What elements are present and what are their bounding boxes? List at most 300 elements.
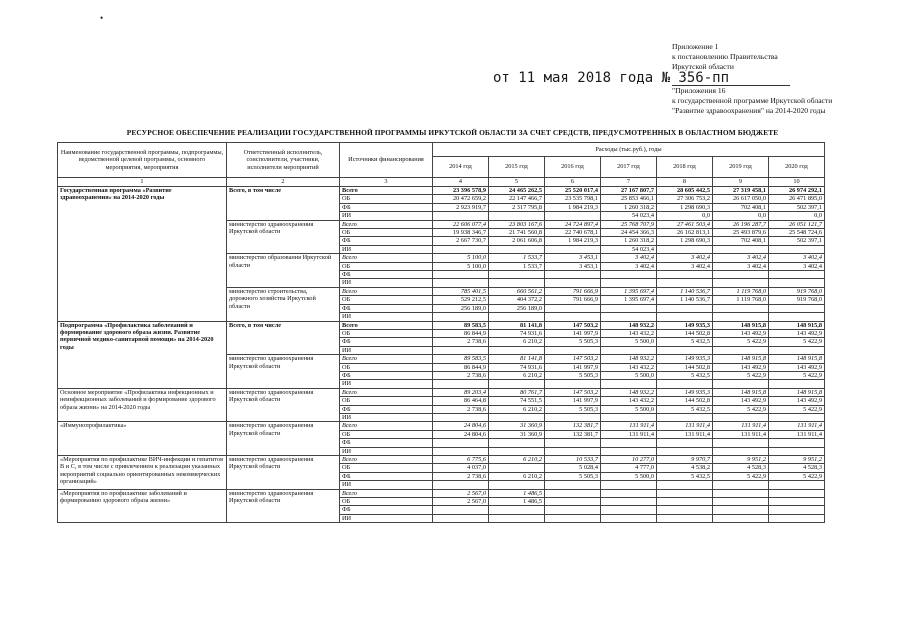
program-name-cell: «Мероприятия по профилактике заболеваний и формированию здорового образа жизни»	[58, 489, 227, 523]
value-cell: 502 397,1	[769, 237, 825, 245]
value-cell: 10 533,7	[545, 456, 601, 464]
value-cell	[433, 481, 489, 489]
value-cell	[657, 506, 713, 514]
value-cell	[769, 304, 825, 312]
value-cell: 141 997,9	[545, 397, 601, 405]
table-row	[58, 321, 825, 329]
value-cell: 5 422,9	[769, 405, 825, 413]
column-index: 1	[58, 178, 227, 187]
value-cell	[657, 245, 713, 253]
source-cell: ФБ	[340, 371, 433, 379]
value-cell	[545, 245, 601, 253]
value-cell: 149 935,3	[657, 355, 713, 363]
value-cell: 2 738,6	[433, 472, 489, 480]
value-cell	[769, 447, 825, 455]
value-cell: 54 023,4	[601, 245, 657, 253]
value-cell: 89 583,5	[433, 321, 489, 329]
value-cell	[433, 212, 489, 220]
program-appendix-line-3: "Развитие здравоохранения" на 2014-2020 годы	[672, 106, 826, 115]
value-cell: 5 432,5	[657, 405, 713, 413]
value-cell: 144 502,8	[657, 363, 713, 371]
value-cell	[433, 245, 489, 253]
value-cell	[713, 380, 769, 388]
value-cell	[489, 464, 545, 472]
value-cell: 1 395 697,4	[601, 296, 657, 304]
value-cell: 9 951,2	[713, 456, 769, 464]
value-cell: 19 938 346,7	[433, 229, 489, 237]
source-cell: ФБ	[340, 405, 433, 413]
scan-mark: •	[100, 13, 104, 23]
value-cell: 5 422,9	[713, 371, 769, 379]
value-cell: 80 761,7	[489, 388, 545, 396]
value-cell: 0,0	[657, 212, 713, 220]
value-cell: 1 533,7	[489, 254, 545, 262]
decree-date-stamp: от 11 мая 2018 года № 356-пп	[493, 70, 730, 86]
value-cell	[713, 514, 769, 522]
value-cell: 26 162 813,1	[657, 229, 713, 237]
header-year: 2016 год	[545, 157, 601, 178]
header-year: 2020 год	[769, 157, 825, 178]
value-cell	[769, 313, 825, 321]
value-cell	[713, 489, 769, 497]
source-cell: ИИ	[340, 413, 433, 421]
value-cell	[545, 498, 601, 506]
value-cell: 3 402,4	[657, 262, 713, 270]
value-cell: 143 492,9	[769, 329, 825, 337]
value-cell: 131 911,4	[769, 422, 825, 430]
value-cell: 919 768,0	[769, 287, 825, 295]
source-cell: ФБ	[340, 304, 433, 312]
source-cell: Всего	[340, 355, 433, 363]
source-cell: ИИ	[340, 380, 433, 388]
value-cell: 1 260 318,2	[601, 203, 657, 211]
value-cell	[657, 313, 713, 321]
source-cell: Всего	[340, 287, 433, 295]
value-cell: 26 617 050,0	[713, 195, 769, 203]
value-cell	[489, 245, 545, 253]
value-cell: 86 844,9	[433, 329, 489, 337]
source-cell: Всего	[340, 422, 433, 430]
column-index: 10	[769, 178, 825, 187]
value-cell: 0,0	[769, 212, 825, 220]
value-cell: 5 422,9	[713, 472, 769, 480]
value-cell	[657, 279, 713, 287]
value-cell: 148 932,2	[601, 388, 657, 396]
table-body	[58, 187, 825, 523]
value-cell: 31 360,9	[489, 422, 545, 430]
value-cell: 5 028,4	[545, 464, 601, 472]
value-cell	[433, 514, 489, 522]
value-cell: 3 402,4	[713, 254, 769, 262]
value-cell: 25 493 879,6	[713, 229, 769, 237]
header-year: 2019 год	[713, 157, 769, 178]
value-cell	[545, 439, 601, 447]
value-cell: 702 408,1	[713, 237, 769, 245]
value-cell: 791 666,9	[545, 296, 601, 304]
header-year: 2015 год	[489, 157, 545, 178]
value-cell	[601, 481, 657, 489]
value-cell	[601, 380, 657, 388]
value-cell	[545, 271, 601, 279]
value-cell	[489, 212, 545, 220]
value-cell: 31 360,9	[489, 430, 545, 438]
source-cell: Всего	[340, 489, 433, 497]
value-cell	[713, 245, 769, 253]
header-name: Наименование государственной программы, подпрограммы, ведомственной целевой программы, основного мероприятия, мероприятия	[58, 143, 227, 178]
value-cell: 5 432,5	[657, 472, 713, 480]
executor-cell: министерство здравоохранения Иркутской области	[227, 355, 340, 389]
value-cell	[545, 380, 601, 388]
value-cell	[601, 447, 657, 455]
source-cell: Всего	[340, 456, 433, 464]
value-cell	[545, 481, 601, 489]
value-cell	[657, 481, 713, 489]
value-cell: 22 606 077,4	[433, 220, 489, 228]
value-cell: 0,0	[713, 212, 769, 220]
value-cell: 3 402,4	[713, 262, 769, 270]
value-cell: 89 203,4	[433, 388, 489, 396]
value-cell: 143 492,9	[713, 363, 769, 371]
program-name-cell: Основное мероприятие «Профилактика инфекционных и неинфекционных заболеваний и формирование здорового образа жизни» на 2014-2020 годы	[58, 388, 227, 422]
value-cell: 141 997,9	[545, 329, 601, 337]
value-cell: 3 402,4	[769, 254, 825, 262]
value-cell: 2 738,6	[433, 405, 489, 413]
appendix-line-2: к постановлению Правительства	[672, 52, 778, 61]
value-cell: 1 298 690,3	[657, 237, 713, 245]
value-cell	[433, 447, 489, 455]
value-cell	[713, 304, 769, 312]
value-cell	[601, 346, 657, 354]
value-cell	[545, 489, 601, 497]
value-cell: 143 432,2	[601, 397, 657, 405]
value-cell: 148 932,2	[601, 321, 657, 329]
value-cell: 702 408,1	[713, 203, 769, 211]
value-cell: 4 777,0	[601, 464, 657, 472]
source-cell: ОБ	[340, 195, 433, 203]
source-cell: Всего	[340, 187, 433, 195]
value-cell: 24 804,6	[433, 430, 489, 438]
value-cell: 23 535 798,1	[545, 195, 601, 203]
value-cell: 6 210,2	[489, 371, 545, 379]
value-cell	[713, 279, 769, 287]
column-index: 2	[227, 178, 340, 187]
program-name-cell: Государственная программа «Развитие здравоохранения» на 2014-2020 годы	[58, 187, 227, 322]
value-cell: 25 520 017,4	[545, 187, 601, 195]
value-cell: 6 210,2	[489, 472, 545, 480]
value-cell: 23 803 167,6	[489, 220, 545, 228]
value-cell: 131 911,4	[601, 430, 657, 438]
value-cell	[713, 506, 769, 514]
program-name-cell: Подпрограмма «Профилактика заболеваний и формирование здорового образа жизни. Развитие первичной медико-санитарной помощи» на 2014-2020 годы	[58, 321, 227, 388]
value-cell	[545, 313, 601, 321]
value-cell: 1 140 536,7	[657, 287, 713, 295]
value-cell	[657, 380, 713, 388]
value-cell: 143 492,9	[769, 397, 825, 405]
value-cell: 148 915,8	[769, 321, 825, 329]
source-cell: ИИ	[340, 279, 433, 287]
value-cell	[769, 514, 825, 522]
header-source: Источники финансирования	[340, 143, 433, 178]
source-cell: ФБ	[340, 472, 433, 480]
value-cell	[769, 346, 825, 354]
source-cell: ФБ	[340, 237, 433, 245]
value-cell: 785 401,5	[433, 287, 489, 295]
source-cell: ОБ	[340, 430, 433, 438]
value-cell	[601, 506, 657, 514]
value-cell: 3 402,4	[601, 262, 657, 270]
value-cell: 660 561,2	[489, 287, 545, 295]
value-cell: 5 500,0	[601, 371, 657, 379]
value-cell	[601, 489, 657, 497]
header-year: 2017 год	[601, 157, 657, 178]
value-cell	[769, 489, 825, 497]
value-cell: 502 397,1	[769, 203, 825, 211]
value-cell: 81 141,8	[489, 321, 545, 329]
value-cell	[433, 439, 489, 447]
value-cell: 21 741 560,8	[489, 229, 545, 237]
value-cell	[545, 514, 601, 522]
value-cell: 5 422,9	[769, 371, 825, 379]
value-cell: 89 583,5	[433, 355, 489, 363]
resource-table	[57, 142, 825, 523]
source-cell: ИИ	[340, 447, 433, 455]
value-cell	[713, 271, 769, 279]
source-cell: Всего	[340, 321, 433, 329]
source-cell: ИИ	[340, 313, 433, 321]
table-row	[58, 388, 825, 396]
value-cell	[489, 514, 545, 522]
value-cell: 132 381,7	[545, 430, 601, 438]
value-cell	[769, 498, 825, 506]
value-cell	[713, 313, 769, 321]
value-cell: 6 775,6	[433, 456, 489, 464]
value-cell: 2 567,0	[433, 498, 489, 506]
value-cell: 1 486,5	[489, 498, 545, 506]
value-cell	[489, 439, 545, 447]
value-cell	[545, 413, 601, 421]
value-cell	[769, 245, 825, 253]
value-cell	[601, 279, 657, 287]
source-cell: ОБ	[340, 363, 433, 371]
executor-cell: министерство здравоохранения Иркутской области	[227, 220, 340, 254]
value-cell: 143 492,9	[713, 397, 769, 405]
value-cell	[545, 279, 601, 287]
value-cell	[545, 212, 601, 220]
value-cell	[601, 413, 657, 421]
value-cell	[601, 498, 657, 506]
value-cell: 3 402,4	[601, 254, 657, 262]
value-cell	[713, 481, 769, 489]
column-index: 8	[657, 178, 713, 187]
value-cell: 1 298 690,3	[657, 203, 713, 211]
source-cell: ИИ	[340, 212, 433, 220]
value-cell	[489, 481, 545, 489]
value-cell: 1 486,5	[489, 489, 545, 497]
value-cell: 147 503,2	[545, 321, 601, 329]
value-cell	[769, 279, 825, 287]
value-cell: 1 533,7	[489, 262, 545, 270]
appendix-line-1: Приложение 1	[672, 42, 719, 51]
value-cell	[769, 271, 825, 279]
value-cell	[433, 346, 489, 354]
document-title: РЕСУРСНОЕ ОБЕСПЕЧЕНИЕ РЕАЛИЗАЦИИ ГОСУДАРСТВЕННОЙ ПРОГРАММЫ ИРКУТСКОЙ ОБЛАСТИ ЗА СЧЕТ СРЕДСТВ, ПРЕДУСМОТРЕННЫХ В ОБЛАСТНОМ БЮДЖЕТЕ	[126, 128, 779, 137]
value-cell	[657, 498, 713, 506]
source-cell: ОБ	[340, 296, 433, 304]
table-row	[58, 489, 825, 497]
value-cell	[657, 439, 713, 447]
executor-cell: министерство здравоохранения Иркутской области	[227, 388, 340, 422]
table-row	[58, 422, 825, 430]
value-cell: 148 915,8	[769, 355, 825, 363]
value-cell: 74 551,5	[489, 397, 545, 405]
value-cell: 149 935,3	[657, 321, 713, 329]
value-cell	[657, 304, 713, 312]
value-cell: 3 402,4	[657, 254, 713, 262]
value-cell: 26 196 287,7	[713, 220, 769, 228]
value-cell: 131 911,4	[657, 430, 713, 438]
source-cell: ОБ	[340, 329, 433, 337]
value-cell: 27 461 503,4	[657, 220, 713, 228]
value-cell: 1 984 219,3	[545, 237, 601, 245]
value-cell: 1 395 697,4	[601, 287, 657, 295]
column-index: 7	[601, 178, 657, 187]
value-cell: 1 119 768,0	[713, 296, 769, 304]
executor-cell: министерство здравоохранения Иркутской области	[227, 422, 340, 456]
value-cell: 24 804,6	[433, 422, 489, 430]
value-cell	[489, 413, 545, 421]
value-cell: 2 061 606,8	[489, 237, 545, 245]
source-cell: ИИ	[340, 245, 433, 253]
value-cell: 147 503,2	[545, 355, 601, 363]
value-cell	[545, 447, 601, 455]
value-cell	[769, 481, 825, 489]
value-cell: 5 500,0	[601, 338, 657, 346]
value-cell: 148 932,2	[601, 355, 657, 363]
value-cell: 148 915,8	[713, 355, 769, 363]
value-cell	[489, 313, 545, 321]
value-cell	[657, 413, 713, 421]
source-cell: ОБ	[340, 229, 433, 237]
value-cell: 25 548 724,6	[769, 229, 825, 237]
value-cell: 22 147 466,7	[489, 195, 545, 203]
value-cell: 5 100,0	[433, 262, 489, 270]
value-cell: 2 738,6	[433, 338, 489, 346]
value-cell	[489, 380, 545, 388]
value-cell: 143 432,2	[601, 329, 657, 337]
value-cell: 5 500,0	[601, 472, 657, 480]
value-cell: 4 528,3	[713, 464, 769, 472]
executor-cell: министерство образования Иркутской области	[227, 254, 340, 288]
source-cell: ИИ	[340, 481, 433, 489]
value-cell: 5 500,0	[601, 405, 657, 413]
value-cell: 4 037,0	[433, 464, 489, 472]
source-cell: Всего	[340, 388, 433, 396]
executor-cell: министерство здравоохранения Иркутской области	[227, 456, 340, 490]
value-cell: 147 503,2	[545, 388, 601, 396]
value-cell: 5 505,3	[545, 338, 601, 346]
executor-cell: министерство здравоохранения Иркутской области	[227, 489, 340, 523]
value-cell: 25 853 466,1	[601, 195, 657, 203]
value-cell: 4 528,3	[769, 464, 825, 472]
value-cell: 131 911,4	[713, 430, 769, 438]
value-cell: 131 911,4	[657, 422, 713, 430]
value-cell: 256 189,0	[489, 304, 545, 312]
value-cell	[657, 271, 713, 279]
value-cell: 131 911,4	[601, 422, 657, 430]
value-cell: 86 464,8	[433, 397, 489, 405]
column-index: 5	[489, 178, 545, 187]
value-cell	[433, 313, 489, 321]
executor-cell: Всего, в том числе	[227, 321, 340, 355]
value-cell: 5 505,3	[545, 405, 601, 413]
value-cell	[601, 271, 657, 279]
source-cell: ИИ	[340, 346, 433, 354]
value-cell	[489, 279, 545, 287]
source-cell: ФБ	[340, 271, 433, 279]
value-cell: 27 167 807,7	[601, 187, 657, 195]
value-cell: 26 051 121,7	[769, 220, 825, 228]
value-cell: 6 210,2	[489, 338, 545, 346]
source-cell: ФБ	[340, 338, 433, 346]
header-executor: Ответственный исполнитель, соисполнители, участники, исполнители мероприятий	[227, 143, 340, 178]
value-cell	[713, 498, 769, 506]
value-cell	[489, 346, 545, 354]
value-cell: 2 567,0	[433, 489, 489, 497]
value-cell: 144 502,8	[657, 397, 713, 405]
value-cell: 144 502,8	[657, 329, 713, 337]
value-cell: 9 970,7	[657, 456, 713, 464]
value-cell: 3 402,4	[769, 262, 825, 270]
program-name-cell: «Иммунопрофилактика»	[58, 422, 227, 456]
value-cell	[657, 346, 713, 354]
value-cell: 404 372,2	[489, 296, 545, 304]
program-appendix-header	[672, 86, 904, 116]
value-cell: 919 768,0	[769, 296, 825, 304]
value-cell	[489, 506, 545, 514]
value-cell	[545, 506, 601, 514]
value-cell: 2 317 795,8	[489, 203, 545, 211]
value-cell: 1 260 318,2	[601, 237, 657, 245]
executor-cell: Всего, в том числе	[227, 187, 340, 221]
value-cell: 1 119 768,0	[713, 287, 769, 295]
value-cell	[769, 380, 825, 388]
value-cell	[601, 439, 657, 447]
source-cell: Всего	[340, 254, 433, 262]
value-cell: 5 422,9	[769, 338, 825, 346]
value-cell: 6 210,2	[489, 456, 545, 464]
source-cell: ОБ	[340, 262, 433, 270]
value-cell: 149 935,3	[657, 388, 713, 396]
value-cell	[769, 439, 825, 447]
source-cell: Всего	[340, 220, 433, 228]
value-cell	[601, 514, 657, 522]
value-cell: 74 931,6	[489, 329, 545, 337]
value-cell: 148 915,8	[769, 388, 825, 396]
value-cell: 143 432,2	[601, 363, 657, 371]
value-cell	[433, 506, 489, 514]
value-cell	[601, 313, 657, 321]
source-cell: ФБ	[340, 203, 433, 211]
value-cell	[657, 489, 713, 497]
value-cell	[489, 271, 545, 279]
program-name-cell: «Мероприятия по профилактике ВИЧ-инфекции и гепатитов В и С, в том числе с привлечением к реализации указанных мероприятий социально ориентированных некоммерческих организаций»	[58, 456, 227, 490]
value-cell: 74 931,6	[489, 363, 545, 371]
value-cell	[657, 514, 713, 522]
value-cell: 6 210,2	[489, 405, 545, 413]
source-cell: ОБ	[340, 464, 433, 472]
source-cell: ФБ	[340, 506, 433, 514]
value-cell: 27 306 753,2	[657, 195, 713, 203]
